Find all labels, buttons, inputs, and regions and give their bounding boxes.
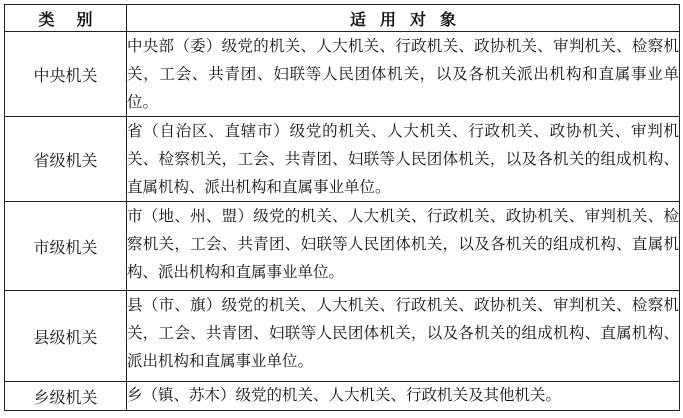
category-cell: 省级机关 xyxy=(5,117,127,202)
category-cell: 中央机关 xyxy=(5,32,127,117)
table-row xyxy=(5,382,680,411)
description-cell: 市（地、州、盟）级党的机关、人大机关、行政机关、政协机关、审判机关、检察机关，工会、共青团、妇联等人民团体机关，以及各机关的组成机构、直属机构、派出机构和直属事业单位。 xyxy=(127,202,680,291)
header-object-char-4: 象 xyxy=(440,9,457,29)
table-row xyxy=(5,202,680,291)
table-header-row xyxy=(5,5,680,32)
table-row xyxy=(5,291,680,382)
header-object-char-3: 对 xyxy=(410,9,427,29)
table-row xyxy=(5,117,680,202)
category-cell: 市级机关 xyxy=(5,202,127,291)
header-category xyxy=(5,5,127,32)
description-cell: 中央部（委）级党的机关、人大机关、行政机关、政协机关、审判机关、检察机关，工会、共青团、妇联等人民团体机关，以及各机关派出机构和直属事业单位。 xyxy=(127,32,680,117)
header-object-char-1: 适 xyxy=(349,9,366,29)
category-cell: 县级机关 xyxy=(5,291,127,382)
table-row xyxy=(5,32,680,117)
header-category-char-1: 类 xyxy=(38,9,55,29)
description-cell: 县（市、旗）级党的机关、人大机关、行政机关、政协机关、审判机关、检察机关，工会、共青团、妇联等人民团体机关，以及各机关的组成机构、直属机构、派出机构和直属事业单位。 xyxy=(127,291,680,382)
description-cell: 省（自治区、直辖市）级党的机关、人大机关、行政机关、政协机关、审判机关、检察机关，工会、共青团、妇联等人民团体机关，以及各机关的组成机构、直属机构、派出机构和直属事业单位。 xyxy=(127,117,680,202)
header-category-char-2: 别 xyxy=(76,9,93,29)
scope-table xyxy=(4,4,680,411)
category-cell: 乡级机关 xyxy=(5,382,127,411)
header-object-char-2: 用 xyxy=(379,9,396,29)
header-applicable-objects xyxy=(127,5,680,32)
description-cell: 乡（镇、苏木）级党的机关、人大机关、行政机关及其他机关。 xyxy=(127,382,680,411)
